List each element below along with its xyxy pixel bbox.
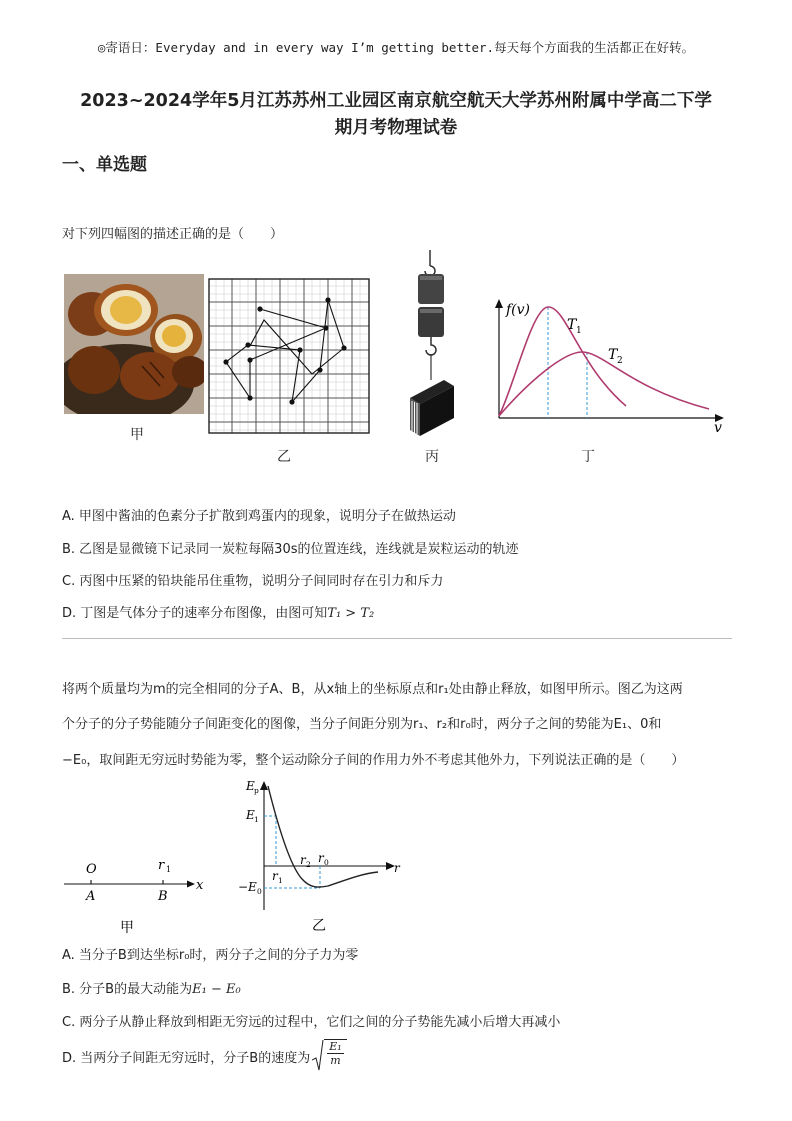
label-r1-sub: 1 <box>166 865 172 874</box>
label-r1-graph: r <box>272 869 278 883</box>
q1-option-a: A. 甲图中酱油的色素分子扩散到鸡蛋内的现象，说明分子在做热运动 <box>62 509 456 524</box>
label-ep: E <box>246 779 255 793</box>
fraction-denominator: m <box>330 1054 341 1067</box>
q1-option-b: B. 乙图是显微镜下记录同一炭粒每隔30s的位置连线，连线就是炭粒运动的轨迹 <box>62 542 519 557</box>
q2-option-a: A. 当分子B到达坐标r₀时，两分子之间的分子力为零 <box>62 948 359 963</box>
label-r0: r <box>318 851 324 865</box>
q2-option-b <box>62 978 241 997</box>
motto: ◎寄语日：Everyday and in every way I’m getting better.每天每个方面我的生活都正在好转。 <box>97 40 695 55</box>
title-line-1: 2023~2024学年5月江苏苏州工业园区南京航空航天大学苏州附属中学高二下学 <box>80 91 712 111</box>
fraction <box>327 1040 343 1067</box>
label-origin: O <box>86 862 97 877</box>
q2-option-b-text: B. 分子B的最大动能为 <box>62 982 193 997</box>
label-e1: E <box>246 808 255 822</box>
potential-energy-graph <box>238 776 408 936</box>
sqrt-sign-icon <box>312 1038 324 1074</box>
q2-option-c: C. 两分子从静止释放到相距无穷远的过程中，它们之间的分子势能先减小后增大再减小 <box>62 1015 561 1030</box>
q1-option-d-math: T₁ > T₂ <box>327 606 375 621</box>
caption-bing: 丙 <box>425 449 439 465</box>
label-r2: r <box>300 853 306 867</box>
eggs-photo <box>64 274 204 414</box>
caption-yi: 乙 <box>277 449 291 465</box>
q1-option-c: C. 丙图中压紧的铅块能吊住重物，说明分子间同时存在引力和斥力 <box>62 574 444 589</box>
sqrt-radicand <box>324 1039 346 1067</box>
label-r2-sub: 2 <box>306 860 311 869</box>
q2-stem-line-1: 将两个质量均为m的完全相同的分子A、B，从x轴上的坐标原点和r₁处由静止释放，如图甲所示。图乙为这两 <box>62 682 683 697</box>
label-r0-sub: 0 <box>324 858 329 867</box>
q2-option-d-text: D. 当两分子间距无穷远时，分子B的速度为 <box>62 1050 311 1066</box>
label-molecule-a: A <box>86 889 96 904</box>
brownian-motion-grid <box>208 278 370 434</box>
lead-blocks-figure <box>400 248 464 440</box>
caption-jia-2: 甲 <box>120 920 134 936</box>
label-r1-graph-sub: 1 <box>278 876 283 885</box>
label-x-axis: x <box>196 878 204 893</box>
label-t1-sub: 1 <box>576 326 582 336</box>
page-title <box>30 88 762 142</box>
q1-option-d <box>62 602 374 621</box>
q2-stem-line-2: 个分子的分子势能随分子间距变化的图像，当分子间距分别为r₁、r₂和r₀时，两分子之间的势能为E₁、0和 <box>62 717 662 732</box>
title-line-2: 期月考物理试卷 <box>334 118 458 138</box>
label-ep-sub: p <box>254 786 259 795</box>
molecule-axis-figure <box>62 856 212 938</box>
caption-ding: 丁 <box>581 449 595 465</box>
label-t2-sub: 2 <box>617 356 623 366</box>
label-minus-e0: −E <box>238 880 257 894</box>
label-t1: T <box>567 317 577 333</box>
q1-stem: 对下列四幅图的描述正确的是（ ） <box>62 227 284 242</box>
label-minus-e0-sub: 0 <box>257 887 262 896</box>
q2-option-b-math: E₁ − E₀ <box>192 982 241 997</box>
q1-option-d-text: D. 丁图是气体分子的速率分布图像，由图可知 <box>62 606 328 621</box>
label-e1-sub: 1 <box>254 815 259 824</box>
fraction-numerator: E₁ <box>329 1040 342 1053</box>
caption-yi-2: 乙 <box>312 918 326 934</box>
label-r1: r <box>158 858 165 873</box>
question-divider <box>62 638 732 639</box>
label-molecule-b: B <box>158 889 168 904</box>
speed-distribution-graph <box>484 296 734 436</box>
label-t2: T <box>608 347 618 363</box>
axis-label-fv: f(v) <box>506 302 531 318</box>
label-r-axis: r <box>394 861 400 875</box>
q2-option-d <box>62 1036 347 1076</box>
caption-jia: 甲 <box>130 427 144 443</box>
section-title: 一、单选题 <box>62 155 147 175</box>
axis-label-v: v <box>714 420 722 436</box>
q2-stem-line-3: −E₀，取间距无穷远时势能为零，整个运动除分子间的作用力外不考虑其他外力，下列说法正确的是（ ） <box>62 753 685 768</box>
